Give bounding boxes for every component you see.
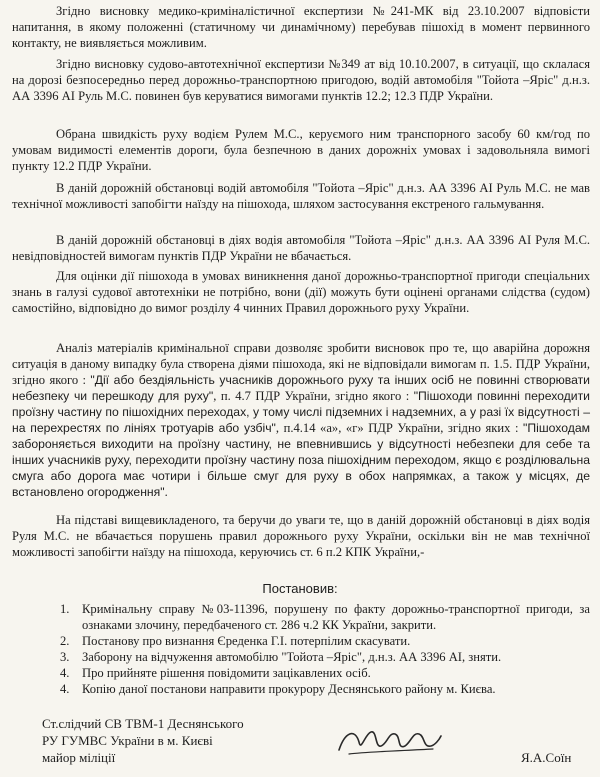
resolution-item: 1. Кримінальну справу №03-11396, порушену по факту дорожньо-транспортної пригоди, за ознаками злочину, передбаченого ст. 286 ч.2 КК України, закрити. [60, 602, 590, 632]
analysis-text-2: , п. 4.7 ПДР України, згідно якого : [213, 389, 414, 403]
analysis-text-4: . [164, 485, 168, 499]
paragraph-speed: Обрана швидкість руху водієм Рулем М.С., керуємого ним транспорного засобу 60 км/год по умовам видимості елементів дороги, була безпечною в даних дорожніх умовах і задовольняла вимогі пункту 12.2 ПДР України. [12, 127, 590, 173]
resolution-item: 4. Копію даної постанови направити прокурору Деснянського району м. Києва. [60, 682, 496, 696]
paragraph-conclusion: На підставі вищевикладеного, та беручи до уваги те, що в даній дорожній обстановці в діях водія Руля М.С. не вбачається порушень правил дорожнього руху України, оскільки він не мав технічної можливості запобігти наїзду на пішохода, керуючись ст. 6 п.2 КПК України,- [12, 513, 590, 559]
handwritten-signature [335, 724, 445, 760]
resolution-item: 2. Постанову про визнання Єреденка Г.І. потерпілим скасувати. [60, 634, 411, 648]
analysis-quote-rule-4-14: "Пішоходам забороняється виходити на проїзну частину, не впевнившись у відсутності небезпеки для себе та інших учасників руху, переходити проїзну частину поза пішохідним переходом, якщо є розділювальна смуга або дорога має чотири і більше смуг для руху в обох напрямках, а також у місцях, де встановлено огородження" [12, 421, 590, 499]
paragraph-autotechnical-expertise: Згідно висновку судово-автотехнічної експертизи №349 ат від 10.10.2007, в ситуації, що склалася на дорозі безпосередньо перед дорожньо-транспортною пригодою, водій автомобіля "Тойота –Яріс" д.н.з. АА 3396 АІ Руль М.С. повинен був керуватися вимогами пунктів 12.2; 12.3 ПДР України. [12, 57, 590, 103]
signatory-position: Ст.слідчий СВ ТВМ-1 Деснянського [42, 716, 244, 731]
analysis-quote-rule-4-7: "Пішоходи повинні переходити проїзну частину по пішохідних переходах, у тому числі підземних і надземних, а у разі їх відсутності – на перехрестях по лініях тротуарів або узбіч" [12, 389, 590, 435]
resolution-item: 4. Про прийняте рішення повідомити зацікавлених осіб. [60, 666, 371, 680]
resolution-list [60, 601, 590, 697]
paragraph-analysis [12, 340, 590, 500]
analysis-quote-rule-1-5: "Дії або бездіяльність учасників дорожнього руху та інших осіб не повинні створювати небезпеку чи перешкоду для руху" [12, 373, 590, 403]
resolution-item: 3. Заборону на відчуження автомобілю "Тойота –Яріс", д.н.з. АА 3396 АІ, зняти. [60, 650, 502, 664]
paragraph-no-violations: В даній дорожній обстановці в діях водія автомобіля "Тойота –Яріс" д.н.з. АА 3396 АІ Руля М.С. невідповідностей вимогам пунктів ПДР України не вбачається. [12, 233, 590, 263]
resolution-title: Постановив: [262, 581, 338, 596]
signatory-rank: майор міліції [42, 750, 116, 765]
paragraph-no-possibility: В даній дорожній обстановці водій автомобіля "Тойота –Яріс" д.н.з. АА 3396 АІ Руль М.С. не мав технічної можливості запобігти наїзду на пішохода, шляхом застосування екстреного гальмування. [12, 181, 590, 211]
analysis-text-1: Аналіз матеріалів кримінальної справи дозволяє зробити висновок про те, що аварійна дорожня ситуація в даному випадку була створена діями пішохода, які не відповідали вимогам п. 1.5. ПДР України, згідно якого : [12, 341, 590, 387]
signatory-name: Я.А.Соїн [521, 750, 572, 765]
paragraph-pedestrian-evaluation: Для оцінки дії пішохода в умовах виникнення даної дорожньо-транспортної пригоди спеціальних знань в галузі судової автотехніки не потрібно, вони (дії) можуть бути оцінені органами слідства (судом) самостійно, відповідно до вимог розділу 4 чинних Правил дорожнього руху України. [12, 269, 590, 315]
paragraph-forensic-expertise: Згідно висновку медико-криміналістичної експертизи №241-МК від 23.10.2007 відповісти напитання, в якому положенні (статичному чи динамічному) перебував пішохід в момент первинного контакту, не виявляється можливим. [12, 4, 590, 50]
signatory-block [42, 715, 244, 766]
signatory-department: РУ ГУМВС України в м. Києві [42, 733, 213, 748]
analysis-text-3: , п.4.14 «а», «г» ПДР України, згідно яких : [275, 421, 524, 435]
